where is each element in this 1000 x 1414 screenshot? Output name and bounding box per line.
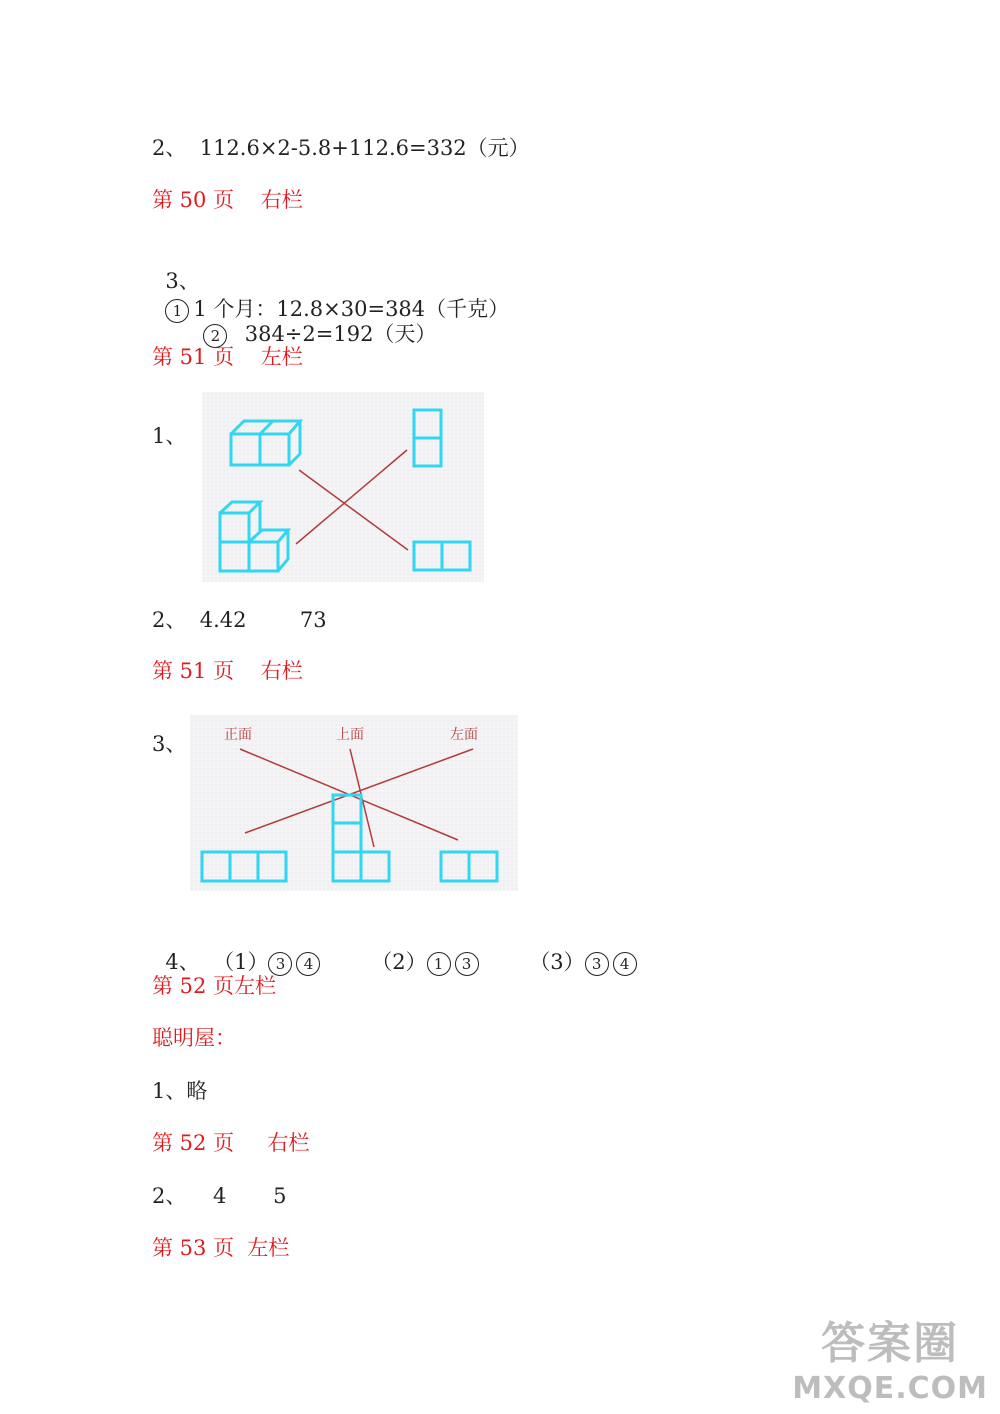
circled-number: 1 <box>427 952 451 976</box>
watermark-text: 答案圈 <box>821 1318 960 1369</box>
item-number: 4、 <box>165 950 200 974</box>
choice-group-1-label: （1） <box>213 950 269 974</box>
view-matching-figure <box>190 715 518 891</box>
section-heading-p51-right: 第 51 页 右栏 <box>152 659 303 683</box>
watermark-url: MXQE.COM <box>792 1371 988 1406</box>
label-front-view: 正面 <box>224 727 252 743</box>
answer-text: 1 个月：12.8×30=384（千克） <box>193 297 510 321</box>
answer-line-2-values: 2、 4.42 73 <box>152 608 327 632</box>
answer-text: 384÷2=192（天） <box>244 322 437 346</box>
view-matching-diagram <box>190 715 518 891</box>
circled-number: 4 <box>613 952 637 976</box>
item-number: 3、 <box>165 269 200 293</box>
section-heading-p50-right: 第 50 页 右栏 <box>152 188 303 212</box>
section-heading-p52-right: 第 52 页 右栏 <box>152 1131 310 1155</box>
circled-number: 3 <box>585 952 609 976</box>
section-heading-p51-left: 第 51 页 左栏 <box>152 345 303 369</box>
item-number-1: 1、 <box>152 424 187 448</box>
circled-number: 1 <box>165 299 189 323</box>
cube-matching-diagram <box>202 392 484 582</box>
watermark-logo <box>792 1307 988 1406</box>
label-top-view: 上面 <box>336 727 364 743</box>
circled-number: 3 <box>455 952 479 976</box>
circled-number: 4 <box>296 952 320 976</box>
choice-group-2-label: （2） <box>371 950 427 974</box>
label-left-view: 左面 <box>450 727 478 743</box>
answer-line-2-cost: 2、 112.6×2-5.8+112.6=332（元） <box>152 136 530 160</box>
answer-line-4-choices <box>152 920 641 976</box>
item-number-3: 3、 <box>152 732 187 756</box>
section-heading-p52-left: 第 52 页左栏 <box>152 974 277 998</box>
circled-number: 3 <box>268 952 292 976</box>
choice-group-3-label: （3） <box>529 950 585 974</box>
section-heading-p53-left: 第 53 页 左栏 <box>152 1236 290 1260</box>
answer-line-2-numbers: 2、 4 5 <box>152 1184 287 1208</box>
section-heading-smart-house: 聪明屋： <box>152 1026 236 1050</box>
cube-matching-figure <box>202 392 484 582</box>
answer-line-3-days <box>190 292 436 348</box>
circled-number: 2 <box>203 324 227 348</box>
answer-line-1-omitted: 1、略 <box>152 1079 208 1103</box>
